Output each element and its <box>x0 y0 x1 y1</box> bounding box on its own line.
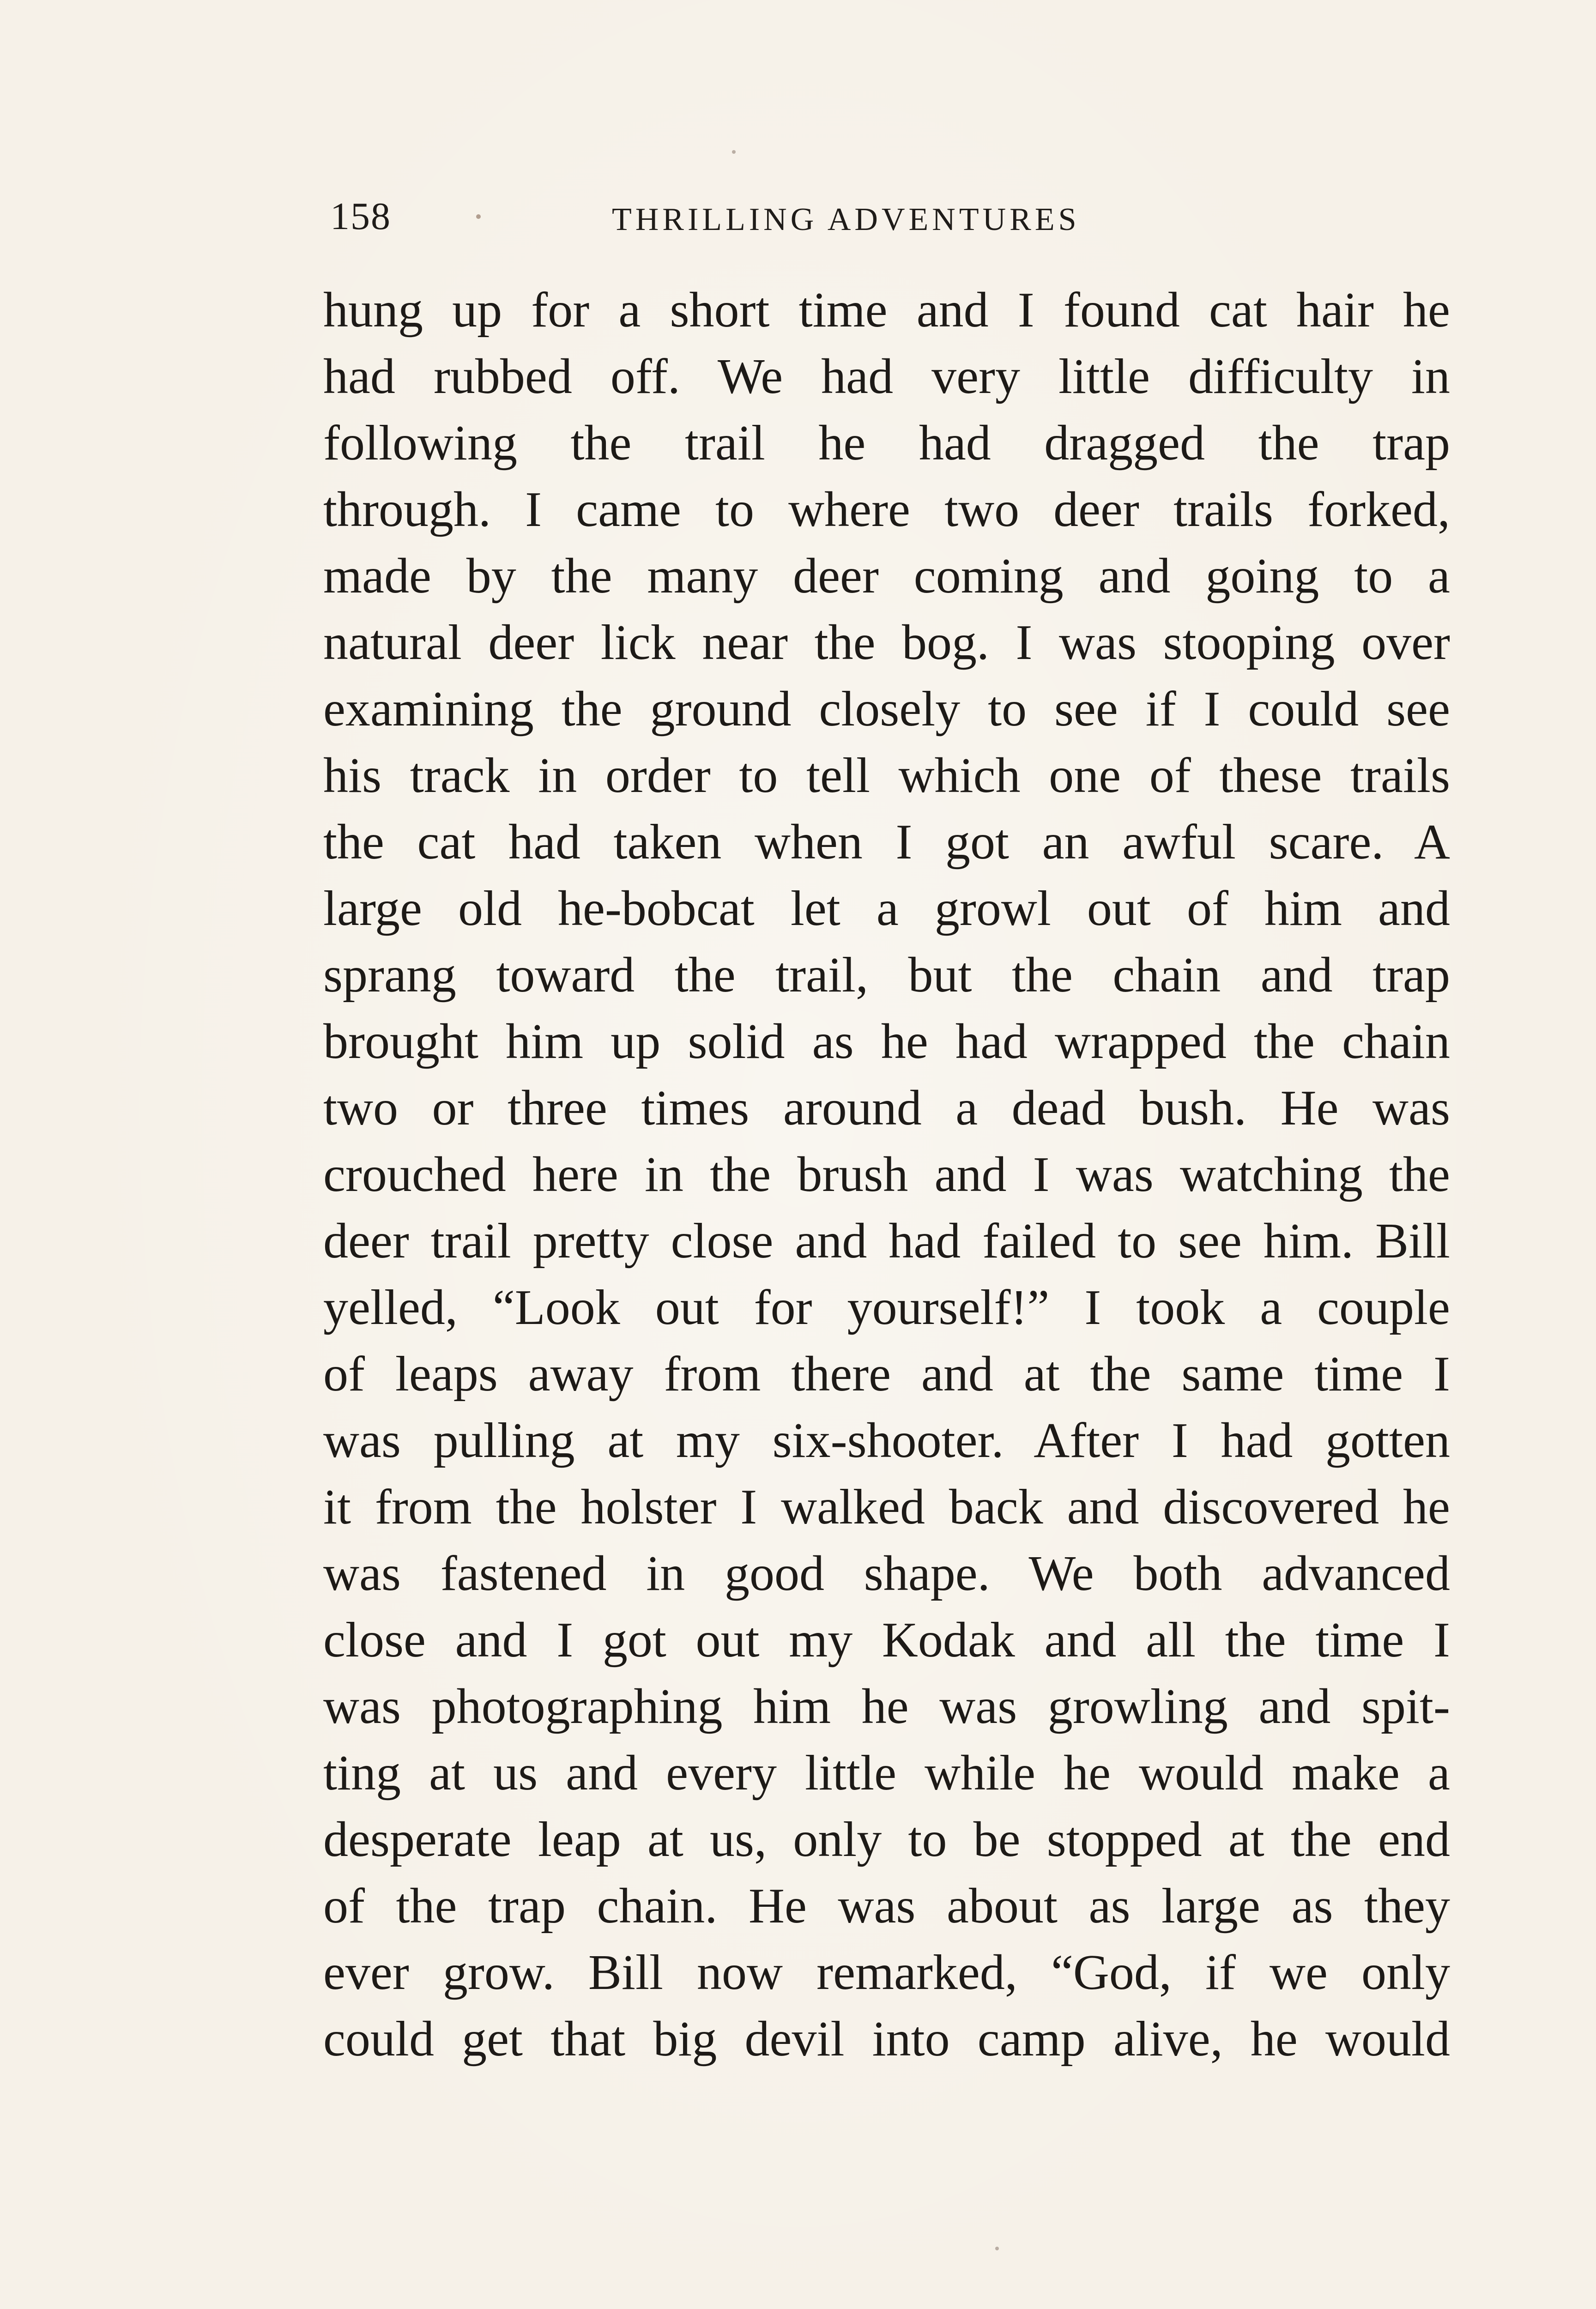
text-line: deer trail pretty close and had failed to see him. Bill <box>323 1214 1450 1269</box>
text-line: brought him up solid as he had wrapped the chain <box>323 1014 1450 1069</box>
text-line: examining the ground closely to see if I could see <box>323 682 1450 737</box>
page-header <box>330 194 1161 249</box>
text-line: two or three times around a dead bush. He was <box>323 1081 1450 1136</box>
paper-speck <box>732 150 736 154</box>
text-line: could get that big devil into camp alive, he would <box>323 2012 1450 2067</box>
text-line: the cat had taken when I got an awful scare. A <box>323 815 1450 870</box>
page-number: 158 <box>330 195 391 238</box>
text-line: of leaps away from there and at the same time I <box>323 1347 1450 1402</box>
text-line: his track in order to tell which one of these trails <box>323 748 1450 803</box>
text-line: ting at us and every little while he would make a <box>323 1746 1450 1801</box>
text-line: close and I got out my Kodak and all the time I <box>323 1613 1450 1668</box>
text-line: had rubbed off. We had very little difficulty in <box>323 349 1450 404</box>
text-line: following the trail he had dragged the trap <box>323 416 1450 471</box>
text-line: was fastened in good shape. We both advanced <box>323 1546 1450 1601</box>
text-line: it from the holster I walked back and discovered he <box>323 1480 1450 1535</box>
text-line: sprang toward the trail, but the chain and trap <box>323 948 1450 1003</box>
text-line: through. I came to where two deer trails forked, <box>323 482 1450 537</box>
body-text <box>323 277 1450 2073</box>
text-line: was pulling at my six-shooter. After I had gotten <box>323 1413 1450 1468</box>
text-line: made by the many deer coming and going to a <box>323 549 1450 604</box>
text-line: natural deer lick near the bog. I was stooping over <box>323 615 1450 670</box>
text-line: ever grow. Bill now remarked, “God, if we only <box>323 1945 1450 2000</box>
text-line: of the trap chain. He was about as large as they <box>323 1879 1450 1934</box>
text-line: crouched here in the brush and I was watching the <box>323 1147 1450 1202</box>
paper-speck <box>995 2247 999 2250</box>
text-line: yelled, “Look out for yourself!” I took a couple <box>323 1280 1450 1335</box>
header-speck <box>476 214 481 219</box>
text-line: hung up for a short time and I found cat hair he <box>323 283 1450 338</box>
text-line: was photographing him he was growling and spit- <box>323 1679 1450 1734</box>
running-head: THRILLING ADVENTURES <box>612 202 1080 237</box>
text-line: desperate leap at us, only to be stopped at the end <box>323 1812 1450 1867</box>
text-line: large old he-bobcat let a growl out of him and <box>323 881 1450 936</box>
